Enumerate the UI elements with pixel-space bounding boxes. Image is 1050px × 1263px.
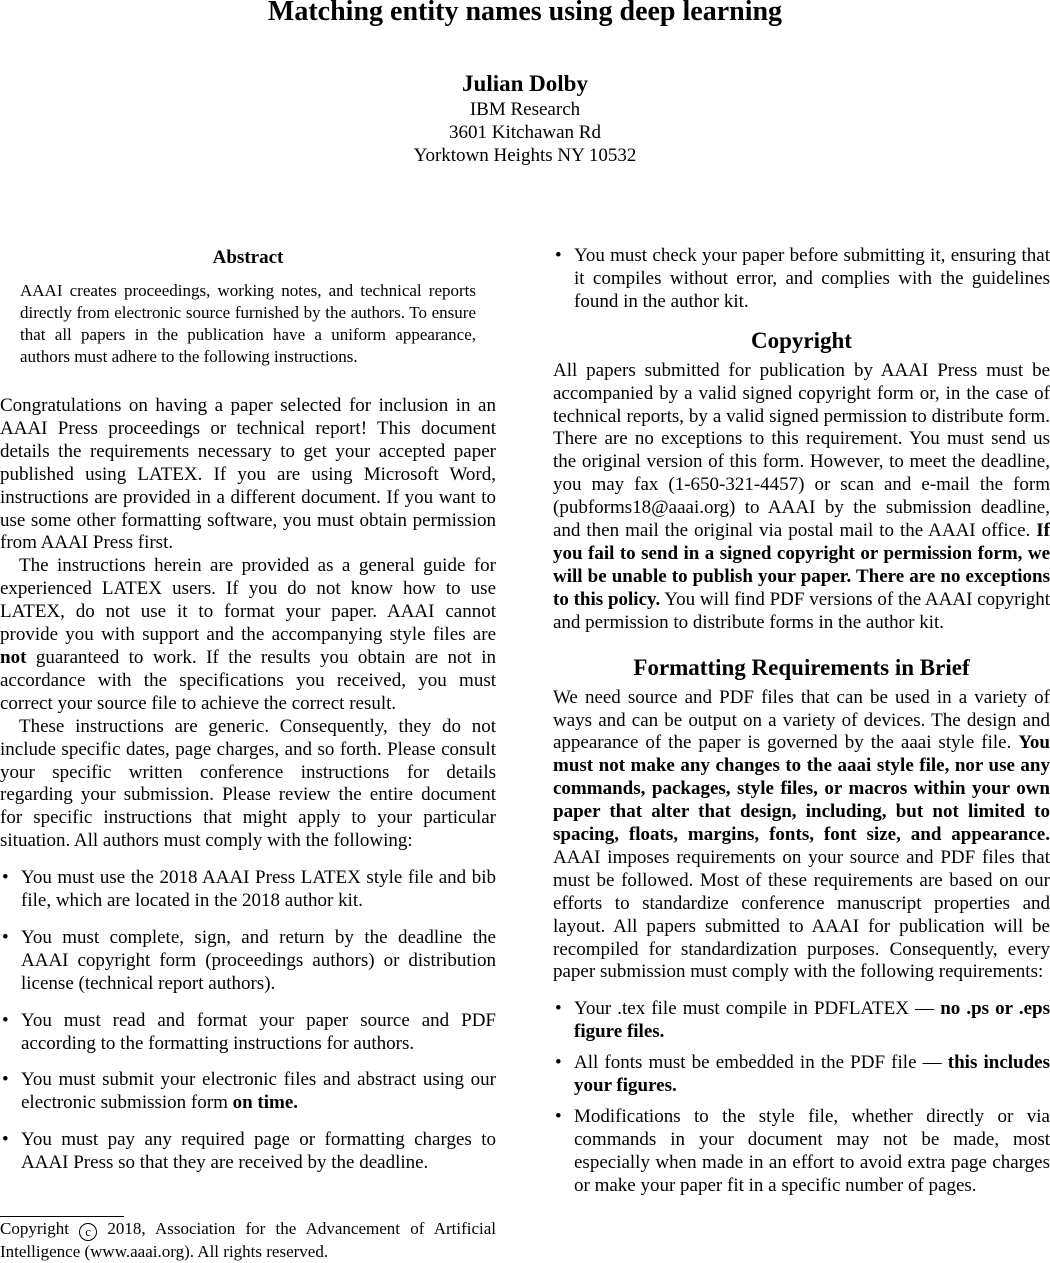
abstract-text: AAAI creates proceedings, working notes, and technical reports directly from electronic source furnished by the authors. To ensure that all papers in the publication have a uniform appearance, authors must adhere to the following instructions.: [20, 281, 476, 366]
bullet-icon: •: [2, 1069, 9, 1091]
intro-paragraph-1: Congratulations on having a paper selected for inclusion in an AAAI Press proceedings or technical report! This document details the requirements necessary to get your accepted paper published using LATEX. If you are using Microsoft Word, instructions are provided in a different document. If you want to use some other formatting software, you must obtain permission from AAAI Press first.: [0, 395, 496, 554]
footnote-rule: [0, 1216, 124, 1217]
copyright-footnote: Copyright c 2018, Association for the Advancement of Artificial Intelligence (www.aaai.org). All rights reserved.: [0, 1219, 496, 1261]
intro-paragraph-3: These instructions are generic. Consequently, they do not include specific dates, page charges, and so forth. Please consult your specific written conference instructions for details regarding your submission. Please review the entire document for specific instructions that might apply to your particular situation. All authors must comply with the following:: [0, 715, 496, 852]
author-affiliation: IBM Research: [469, 99, 581, 120]
formatting-list: [553, 998, 1050, 1197]
bullet-icon: •: [555, 1106, 562, 1127]
list-item: • You must check your paper before submitting it, ensuring that it compiles without error, and complies with the guidelines found in the author kit.: [555, 245, 1050, 312]
list-item: • Modifications to the style file, whether directly or via commands in your document may not be made, most especially when made in an effort to avoid extra page charges or make your paper fit in a specific number of pages.: [555, 1106, 1050, 1196]
bullet-icon: •: [2, 867, 9, 889]
latex-logo: LATEX: [848, 998, 909, 1020]
bullet-icon: •: [555, 245, 562, 266]
list-item: • You must complete, sign, and return by the deadline the AAAI copyright form (proceedings authors) or distribution license (technical report authors).: [2, 926, 496, 994]
intro-paragraph-2: The instructions herein are provided as a general guide for experienced LATEX users. If you do not know how to use LATEX, do not use it to format your paper. AAAI cannot provide you with support and the accompanying style files are not guaranteed to work. If the results you obtain are not in accordance with the specifications you received, you must correct your source file to achieve the correct result.: [0, 555, 496, 714]
formatting-paragraph: We need source and PDF files that can be used in a variety of ways and can be output on a variety of devices. The design and appearance of the paper is governed by the aaai style file. You must not make any changes to the aaai style file, nor use any commands, packages, style files, or macros within your own paper that alter that design, including, but not limited to spacing, floats, margins, fonts, font size, and appearance. AAAI imposes requirements on your source and PDF files that must be followed. Most of these requirements are based on our efforts to standardize conference manuscript properties and layout. All papers submitted to AAAI for publication will be recompiled for standardization purposes. Consequently, every paper submission must comply with the following requirements:: [553, 686, 1050, 983]
author-address-line1: 3601 Kitchawan Rd: [449, 122, 601, 143]
copyright-icon: c: [79, 1223, 97, 1241]
bullet-icon: •: [555, 1052, 562, 1074]
abstract-heading: Abstract: [212, 247, 284, 268]
formatting-heading: Formatting Requirements in Brief: [633, 654, 970, 680]
list-item: • You must pay any required page or formatting charges to AAAI Press so that they are received by the deadline.: [2, 1129, 496, 1174]
bullet-icon: •: [555, 998, 562, 1020]
right-column: [553, 245, 1050, 1198]
list-item: • You must read and format your paper source and PDF according to the formatting instructions for authors.: [2, 1009, 496, 1054]
author-name: Julian Dolby: [462, 71, 588, 96]
list-item: • You must use the 2018 AAAI Press LATEX style file and bib file, which are located in the 2018 author kit.: [2, 867, 496, 912]
bullet-icon: •: [2, 1129, 9, 1151]
copyright-heading: Copyright: [751, 327, 852, 353]
requirements-list: [0, 867, 496, 1175]
latex-logo: LATEX: [0, 601, 61, 623]
latex-logo: LATEX: [300, 867, 361, 889]
latex-logo: LATEX: [137, 463, 198, 485]
paper-title: Matching entity names using deep learning: [267, 0, 783, 27]
bullet-icon: •: [2, 1009, 9, 1031]
list-item: • Your .tex file must compile in PDFLATEX — no .ps or .eps figure files.: [555, 998, 1050, 1043]
requirements-list-continued: [553, 245, 1050, 314]
copyright-paragraph: All papers submitted for publication by AAAI Press must be accompanied by a valid signed copyright form or, in the case of technical reports, by a valid signed permission to distribute form. There are no exceptions to this requirement. You must send us the original version of this form. However, to meet the deadline, you may fax (1-650-321-4457) or scan and e-mail the form (pubforms18@aaai.org) to AAAI by the submission deadline, and then mail the original via postal mail to the AAAI office. If you fail to send in a signed copyright or permission form, we will be unable to publish your paper. There are no exceptions to this policy. You will find PDF versions of the AAAI copyright and permission to distribute forms in the author kit.: [553, 359, 1050, 633]
author-block: [0, 70, 1050, 167]
list-item: • All fonts must be embedded in the PDF file — this includes your figures.: [555, 1052, 1050, 1097]
left-column: [0, 245, 496, 1175]
latex-logo: LATEX: [101, 578, 163, 600]
list-item: • You must submit your electronic files and abstract using our electronic submission form on time.: [2, 1069, 496, 1114]
author-address-line2: Yorktown Heights NY 10532: [413, 145, 637, 166]
bullet-icon: •: [2, 926, 9, 948]
